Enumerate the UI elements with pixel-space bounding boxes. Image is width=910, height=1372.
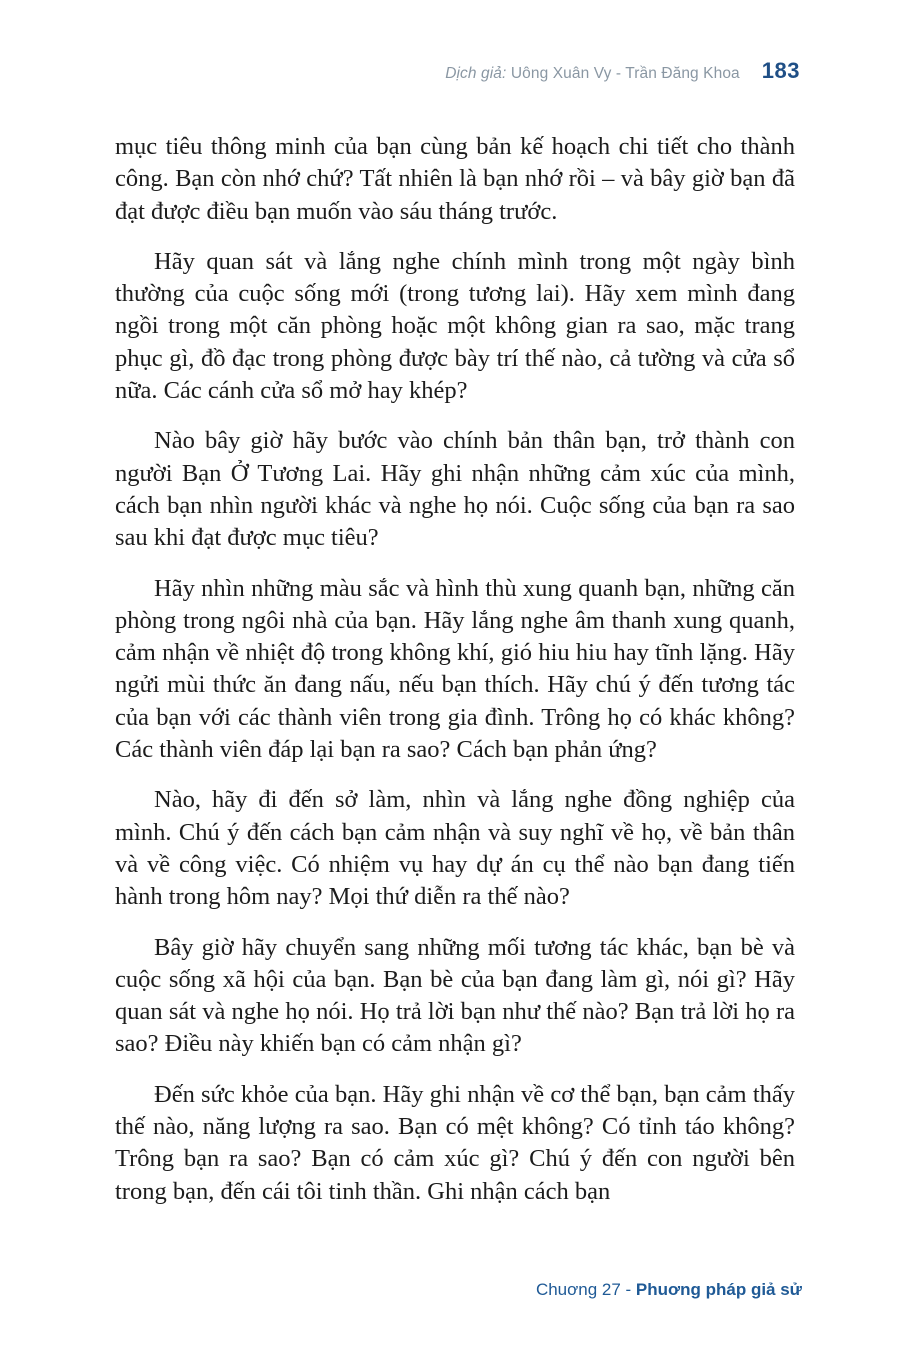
translator-names: Uông Xuân Vy - Trần Đăng Khoa [510, 65, 740, 82]
paragraph: Đến sức khỏe của bạn. Hãy ghi nhận về cơ thể bạn, bạn cảm thấy thế nào, năng lượng ra sao. Bạn có mệt không? Có tỉnh táo không? Trông bạn ra sao? Bạn có cảm xúc gì? Chú ý đến con người bên trong bạn, đến cái tôi tinh thần. Ghi nhận cách bạn [115, 1080, 795, 1205]
running-footer [536, 1280, 802, 1300]
running-header [445, 58, 800, 88]
body-text [115, 131, 795, 1226]
chapter-title: Phuơng pháp giả sử [635, 1280, 802, 1299]
paragraph: Bây giờ hãy chuyển sang những mối tương tác khác, bạn bè và cuộc sống xã hội của bạn. Bạn bè của bạn đang làm gì, nói gì? Hãy quan sát và nghe họ nói. Họ trả lời bạn như thế nào? Bạn trả lời họ ra sao? Điều này khiến bạn có cảm nhận gì? [115, 933, 795, 1058]
paragraph: Nào bây giờ hãy bước vào chính bản thân bạn, trở thành con người Bạn Ở Tương Lai. Hãy ghi nhận những cảm xúc của mình, cách bạn nhìn người khác và nghe họ nói. Cuộc sống của bạn ra sao sau khi đạt được mục tiêu? [115, 427, 795, 552]
paragraph: Hãy nhìn những màu sắc và hình thù xung quanh bạn, những căn phòng trong ngôi nhà của bạn. Hãy lắng nghe âm thanh xung quanh, cảm nhận về nhiệt độ trong không khí, gió hiu hiu hay tĩnh lặng. Hãy ngửi mùi thức ăn đang nấu, nếu bạn thích. Hãy chú ý đến tương tác của bạn với các thành viên trong gia đình. Trông họ có khác không? Các thành viên đáp lại bạn ra sao? Cách bạn phản ứng? [115, 574, 795, 764]
chapter-label: Chuơng 27 - [535, 1280, 636, 1299]
page-number: 183 [761, 58, 800, 83]
paragraph-continued: mục tiêu thông minh của bạn cùng bản kế hoạch chi tiết cho thành công. Bạn còn nhớ chứ? Tất nhiên là bạn nhớ rồi – và bây giờ bạn đã đạt được điều bạn muốn vào sáu tháng trước. [115, 133, 795, 225]
paragraph: Hãy quan sát và lắng nghe chính mình trong một ngày bình thường của cuộc sống mới (trong tương lai). Hãy xem mình đang ngồi trong một căn phòng hoặc một không gian ra sao, mặc trang phục gì, đồ đạc trong phòng được bày trí thế nào, cả tường và cửa sổ nữa. Các cánh cửa sổ mở hay khép? [115, 247, 795, 405]
translator-label: Dịch giả: [445, 65, 507, 82]
paragraph: Nào, hãy đi đến sở làm, nhìn và lắng nghe đồng nghiệp của mình. Chú ý đến cách bạn cảm nhận và suy nghĩ về họ, về bản thân và về công việc. Có nhiệm vụ hay dự án cụ thể nào bạn đang tiến hành trong hôm nay? Mọi thứ diễn ra thế nào? [115, 786, 795, 911]
translator-credit [445, 65, 740, 83]
